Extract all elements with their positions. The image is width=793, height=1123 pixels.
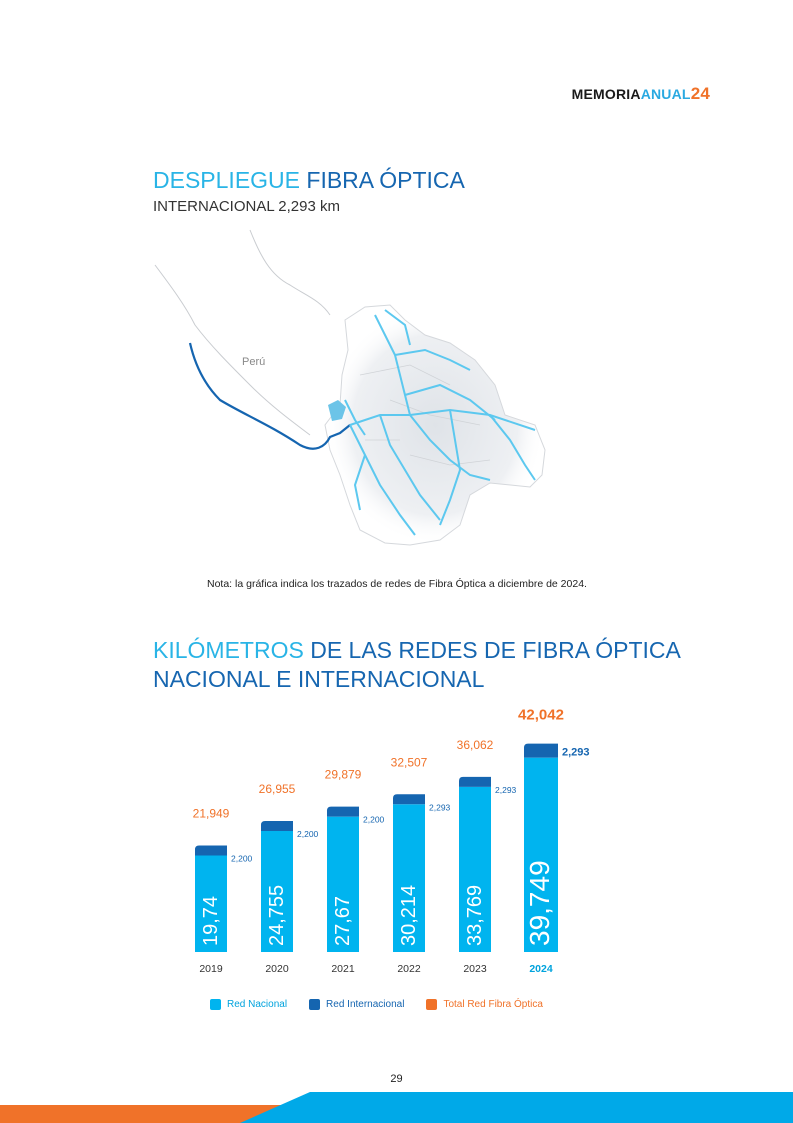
map-note: Nota: la gráfica indica los trazados de redes de Fibra Óptica a diciembre de 2024.: [207, 578, 587, 590]
bar-value-total-2019: 21,949: [192, 806, 230, 821]
category-label-2024: 2024: [529, 963, 553, 975]
title2-dark-part: DE LAS REDES DE FIBRA ÓPTICA: [310, 637, 681, 663]
legend-swatch-national: [210, 999, 221, 1010]
bar-international-2019: [195, 845, 227, 855]
title2-light-part: KILÓMETROS: [153, 637, 304, 663]
bar-value-national-2021: 27,67: [332, 895, 354, 946]
bar-value-international-2024: 2,293: [562, 746, 590, 759]
title-dark-part: FIBRA ÓPTICA: [306, 167, 465, 193]
fiber-km-chart: [150, 706, 650, 1020]
title-light-part: DESPLIEGUE: [153, 167, 300, 193]
legend-item-international: [309, 999, 404, 1010]
page-number: 29: [390, 1073, 403, 1085]
footer-blue-band: [240, 1092, 793, 1123]
bar-value-national-2024: 39,749: [524, 860, 555, 946]
bar-value-total-2020: 26,955: [258, 781, 296, 796]
category-label-2019: 2019: [199, 963, 223, 975]
section-title-kilometers: [153, 636, 681, 694]
legend-swatch-international: [309, 999, 320, 1010]
brand-part-memoria: MEMORIA: [571, 86, 641, 102]
bar-value-national-2020: 24,755: [266, 884, 288, 946]
title2-line2: NACIONAL E INTERNACIONAL: [153, 666, 485, 692]
bar-international-2022: [393, 794, 425, 804]
legend-label-national: Red Nacional: [227, 999, 288, 1010]
bar-value-national-2023: 33,769: [464, 884, 486, 946]
legend-label-total: Total Red Fibra Óptica: [443, 999, 543, 1010]
bar-value-total-2023: 36,062: [456, 737, 494, 752]
bar-value-international-2022: 2,293: [429, 802, 451, 813]
international-fiber-route: [190, 343, 350, 449]
bar-value-international-2021: 2,200: [363, 814, 385, 825]
chart-legend: [210, 999, 543, 1010]
legend-label-international: Red Internacional: [326, 999, 405, 1010]
brand-part-year: 24: [690, 84, 710, 103]
bar-international-2021: [327, 807, 359, 817]
bar-value-international-2019: 2,200: [231, 853, 253, 864]
map-label-peru: Perú: [242, 356, 266, 368]
title2-line1: [153, 636, 681, 665]
category-label-2021: 2021: [331, 963, 355, 975]
bar-international-2023: [459, 777, 491, 787]
bar-value-national-2019: 19,74: [200, 895, 222, 946]
bar-value-total-2024: 42,042: [518, 706, 564, 724]
peru-border-line: [155, 265, 310, 435]
bar-value-total-2021: 29,879: [324, 767, 362, 782]
bar-value-international-2023: 2,293: [495, 784, 517, 795]
brand-part-anual: ANUAL: [640, 86, 691, 102]
bar-international-2024: [524, 744, 558, 758]
legend-item-total: [426, 999, 543, 1010]
bar-value-national-2022: 30,214: [398, 884, 420, 946]
legend-swatch-total: [426, 999, 437, 1010]
category-label-2023: 2023: [463, 963, 487, 975]
category-label-2020: 2020: [265, 963, 289, 975]
bar-value-international-2020: 2,200: [297, 828, 319, 839]
section-title-deployment: [153, 166, 465, 194]
bar-international-2020: [261, 821, 293, 831]
legend-item-national: [210, 999, 287, 1010]
peru-border-north: [250, 230, 330, 315]
header-brand: [572, 84, 710, 104]
category-label-2022: 2022: [397, 963, 421, 975]
fiber-network-map: [150, 225, 550, 570]
section-subtitle-international: INTERNACIONAL 2,293 km: [153, 198, 340, 215]
footer-band: [0, 1090, 793, 1123]
bar-value-total-2022: 32,507: [390, 755, 428, 770]
